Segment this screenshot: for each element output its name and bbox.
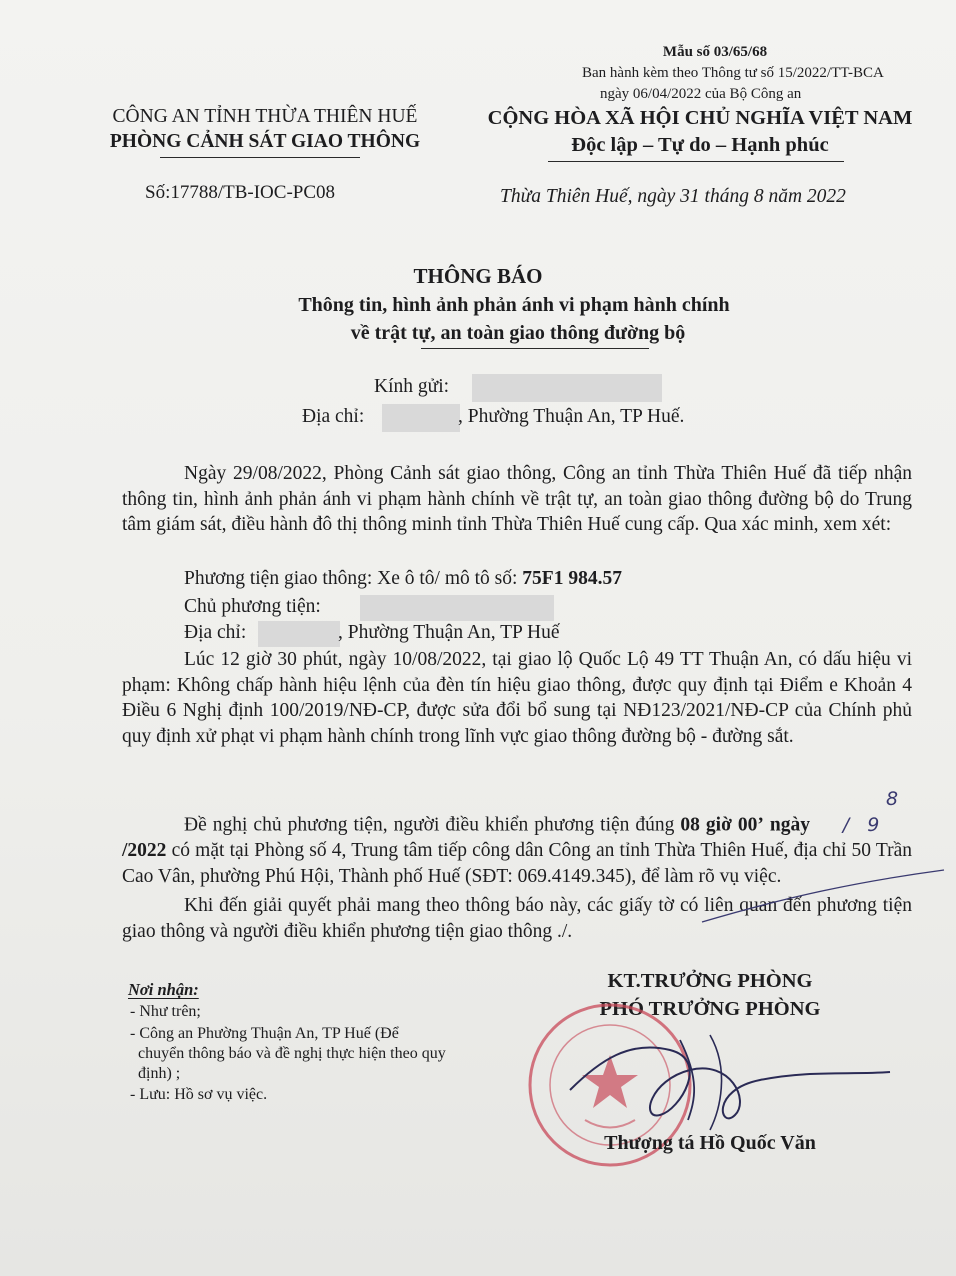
paragraph-intake: Ngày 29/08/2022, Phòng Cảnh sát giao thông, Công an tỉnh Thừa Thiên Huế đã tiếp nhận thông tin, hình ảnh phản ánh vi phạm hành chính về trật tự, an toàn giao thông đường bộ do Trung tâm giám sát, điều hành đô thị thông minh tỉnh Thừa Thiên Huế cung cấp. Qua xác minh, xem xét:: [122, 463, 912, 536]
recipients-heading: Nơi nhận:: [128, 980, 199, 999]
issuer-agency: CÔNG AN TỈNH THỪA THIÊN HUẾ: [112, 106, 418, 127]
pen-stroke: [700, 862, 950, 932]
document-number: Số:17788/TB-IOC-PC08: [145, 182, 336, 203]
recipients-item-2c: định) ;: [138, 1065, 181, 1082]
recipients-item-3: - Lưu: Hồ sơ vụ việc.: [130, 1086, 268, 1103]
form-issued-date: ngày 06/04/2022 của Bộ Công an: [600, 86, 802, 102]
paragraph-documents: Khi đến giải quyết phải mang theo thông báo này, các giấy tờ có liên quan đến phương tiện giao thông và người điều khiển phương tiện giao thông ./.: [122, 895, 912, 942]
summons-year: /2022: [122, 840, 167, 862]
form-issued-with: Ban hành kèm theo Thông tư số 15/2022/TT-BCA: [582, 65, 884, 81]
paragraph-violation: Lúc 12 giờ 30 phút, ngày 10/08/2022, tại giao lộ Quốc Lộ 49 TT Thuận An, có dấu hiệu vi phạm: Không chấp hành hiệu lệnh của đèn tín hiệu giao thông, được quy định tại Điểm e Khoản 4 Điều 6 Nghị định 100/2019/NĐ-CP, được sửa đổi bổ sung tại NĐ123/2021/NĐ-CP của Chính phủ quy định xử phạt vi phạm hành chính trong lĩnh vực giao thông đường bộ - đường sắt.: [122, 649, 912, 747]
summons-day-label: ngày: [769, 814, 810, 836]
republic-motto: Độc lập – Tự do – Hạnh phúc: [571, 134, 829, 156]
signature-role-2: PHÓ TRƯỞNG PHÒNG: [599, 998, 821, 1020]
owner-label: Chủ phương tiện:: [184, 596, 321, 617]
recipients-item-2a: - Công an Phường Thuận An, TP Huế (Để: [130, 1025, 399, 1042]
place-date: Thừa Thiên Huế, ngày 31 tháng 8 năm 2022: [500, 186, 846, 207]
handwritten-signature: [560, 1020, 900, 1140]
recipient-label: Kính gửi:: [374, 376, 450, 397]
recipient-address-label: Địa chỉ:: [302, 406, 365, 427]
owner-address-tail: , Phường Thuận An, TP Huế: [338, 622, 560, 643]
republic-name: CỘNG HÒA XÃ HỘI CHỦ NGHĨA VIỆT NAM: [487, 107, 913, 129]
redacted-recipient-address: [382, 404, 460, 432]
vehicle-plate: 75F1 984.57: [522, 568, 622, 589]
owner-address-label: Địa chỉ:: [184, 622, 247, 643]
summons-rest: có mặt tại Phòng số 4, Trung tâm tiếp công dân Công an tỉnh Thừa Thiên Huế, địa chỉ 50 Trần Cao Vân, phường Phú Hội, Thành phố Huế (SĐT: 069.4149.345), để làm rõ vụ việc.: [122, 840, 912, 887]
vehicle-line: [184, 568, 622, 590]
handwritten-date: 8 / 9: [842, 788, 905, 836]
issuer-department: PHÒNG CẢNH SÁT GIAO THÔNG: [109, 131, 421, 152]
motto-underline: [548, 161, 844, 162]
signature-role-1: KT.TRƯỞNG PHÒNG: [607, 970, 813, 992]
summons-time: 08 giờ 00’: [680, 814, 764, 836]
title-line-1: Thông tin, hình ảnh phản ánh vi phạm hành chính: [298, 294, 730, 316]
recipients-item-1: - Như trên;: [130, 1003, 201, 1020]
title-line-2: về trật tự, an toàn giao thông đường bộ: [350, 322, 686, 344]
redacted-owner-address: [258, 621, 340, 647]
vehicle-label: Phương tiện giao thông: Xe ô tô/ mô tô số:: [184, 568, 523, 589]
summons-start: Đề nghị chủ phương tiện, người điều khiển phương tiện đúng: [184, 814, 681, 836]
redacted-owner-name: [360, 595, 554, 621]
department-underline: [160, 157, 360, 158]
recipient-address-tail: , Phường Thuận An, TP Huế.: [458, 406, 685, 427]
document-title: THÔNG BÁO: [413, 264, 543, 288]
signer-name: Thượng tá Hồ Quốc Văn: [604, 1132, 816, 1154]
title-underline: [421, 348, 649, 349]
form-number: Mẫu số 03/65/68: [662, 44, 768, 60]
recipients-item-2b: chuyển thông báo và đề nghị thực hiện theo quy: [138, 1045, 446, 1062]
redacted-recipient-name: [472, 374, 662, 402]
